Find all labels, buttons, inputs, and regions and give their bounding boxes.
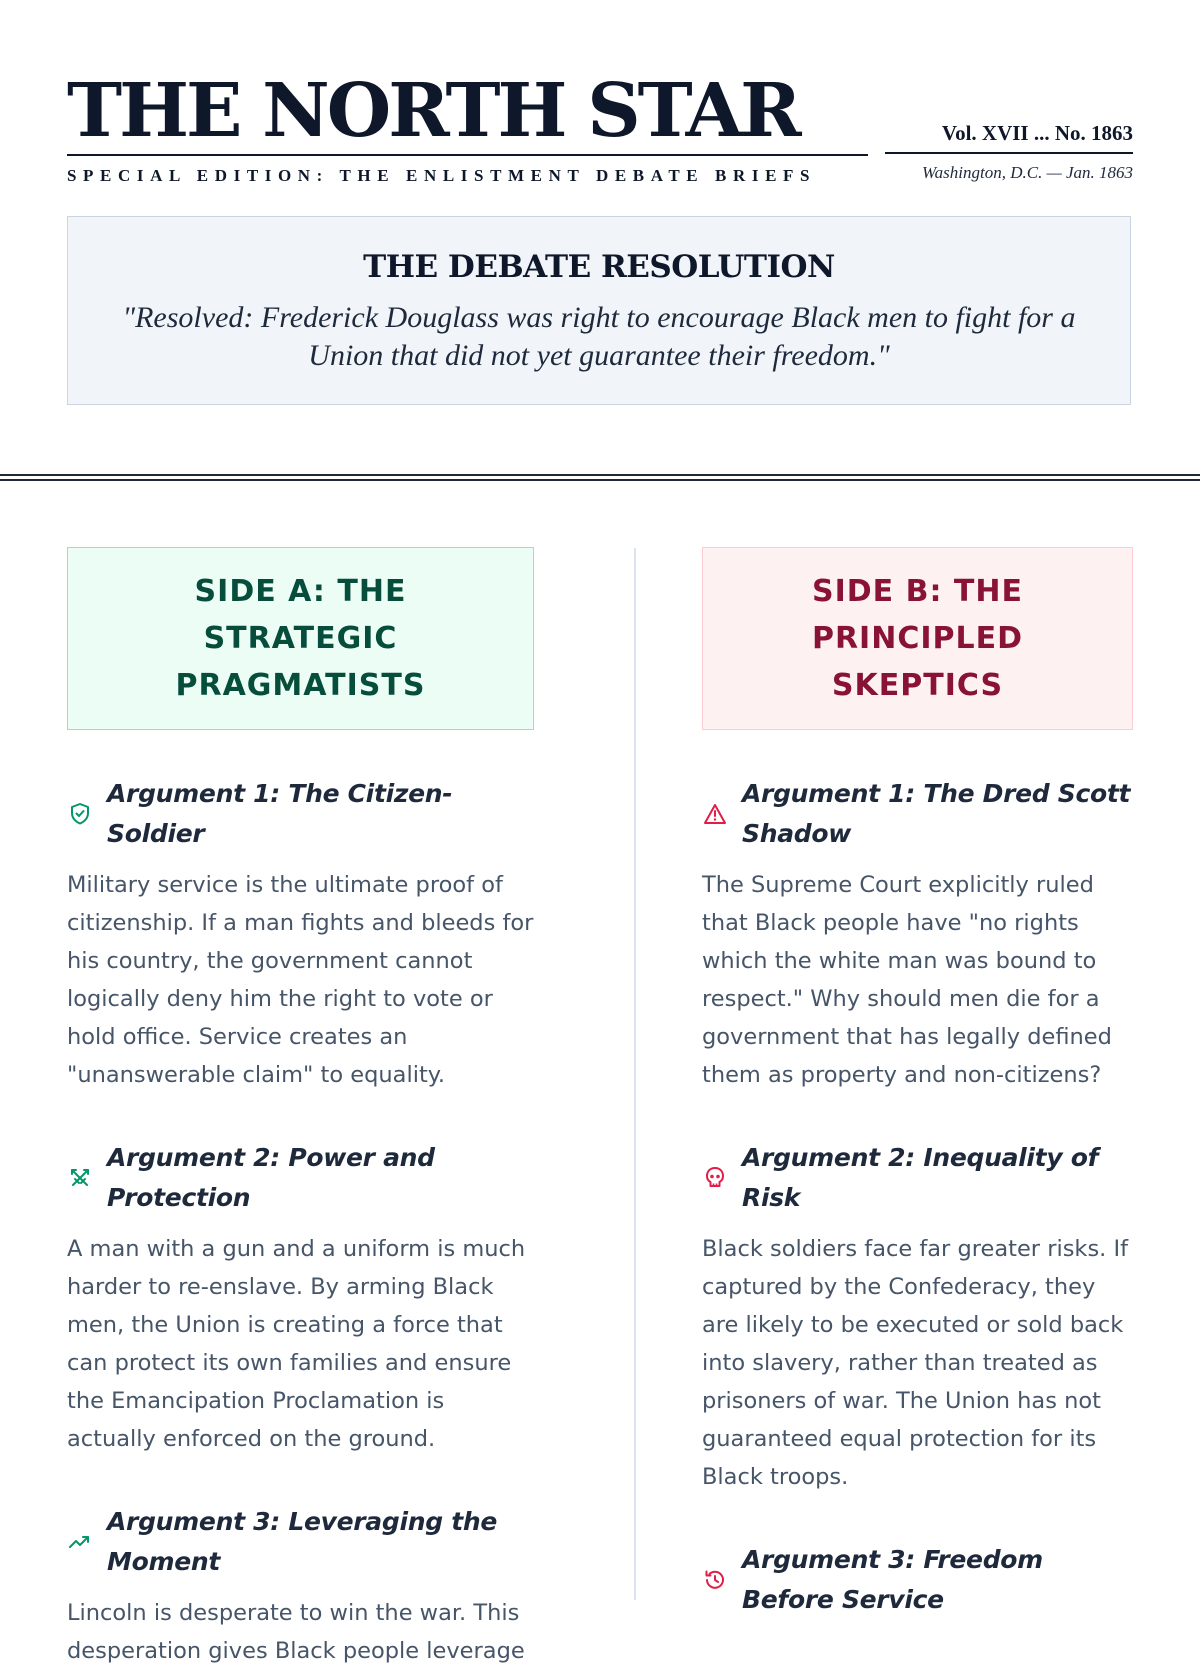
argument-title: Argument 3: Freedom Before Service — [742, 1545, 1043, 1614]
dateline: Washington, D.C. — Jan. 1863 — [922, 163, 1133, 182]
side-b-argument-3 — [702, 1540, 1133, 1620]
skull-icon — [702, 1165, 728, 1191]
resolution-heading: THE DEBATE RESOLUTION — [363, 249, 835, 285]
argument-title: Argument 3: Leveraging the Moment — [107, 1507, 498, 1576]
volume-number: Vol. XVII ... No. 1863 — [885, 121, 1133, 154]
masthead — [67, 68, 1133, 198]
argument-title: Argument 2: Inequality of Risk — [742, 1143, 1099, 1212]
edition-subtitle: SPECIAL EDITION: THE ENLISTMENT DEBATE BRIEFS — [67, 166, 817, 185]
issue-meta — [885, 121, 1133, 183]
trending-up-icon — [67, 1529, 93, 1555]
double-rule-bottom — [0, 479, 1200, 481]
argument-body: Black soldiers face far greater risks. If captured by the Confederacy, they are likely to be executed or sold back into slavery, rather than treated as prisoners of war. The Union has not guaranteed equal protection for its Black troops. — [702, 1236, 1129, 1490]
side-b-column — [702, 547, 1133, 1632]
argument-title: Argument 2: Power and Protection — [107, 1143, 435, 1212]
side-b-heading-box — [702, 547, 1133, 730]
side-b-heading: SIDE B: THE PRINCIPLED SKEPTICS — [811, 574, 1024, 703]
column-divider — [634, 548, 636, 1600]
side-a-column — [67, 547, 534, 1670]
side-a-argument-3 — [67, 1502, 534, 1670]
argument-title: Argument 1: The Citizen-Soldier — [107, 779, 453, 848]
history-clock-icon — [702, 1567, 728, 1593]
side-a-heading-box — [67, 547, 534, 730]
side-b-argument-1 — [702, 774, 1133, 1094]
double-rule-top — [0, 474, 1200, 476]
newspaper-title: THE NORTH STAR — [67, 68, 868, 156]
shield-check-icon — [67, 801, 93, 827]
resolution-text: "Resolved: Frederick Douglass was right to encourage Black men to fight for a Union that did not yet guarantee their freedom." — [122, 301, 1076, 372]
side-a-argument-1 — [67, 774, 534, 1094]
side-a-argument-2 — [67, 1138, 534, 1458]
argument-body: The Supreme Court explicitly ruled that Black people have "no rights which the white man was bound to respect." Why should men die for a government that has legally defined them as property and non-citizens? — [702, 872, 1112, 1088]
side-b-argument-2 — [702, 1138, 1133, 1496]
crossed-swords-icon — [67, 1165, 93, 1191]
argument-title: Argument 1: The Dred Scott Shadow — [742, 779, 1131, 848]
argument-body: Lincoln is desperate to win the war. This desperation gives Black people leverage — [67, 1600, 525, 1664]
debate-resolution-box — [67, 216, 1131, 405]
warning-triangle-icon — [702, 801, 728, 827]
argument-body: Military service is the ultimate proof of citizenship. If a man fights and bleeds for his country, the government cannot logically deny him the right to vote or hold office. Service creates an "unanswerable claim" to equality. — [67, 872, 534, 1088]
argument-body: A man with a gun and a uniform is much harder to re-enslave. By arming Black men, the Union is creating a force that can protect its own families and ensure the Emancipation Proclamation is actually enforced on the ground. — [67, 1236, 526, 1452]
side-a-heading: SIDE A: THE STRATEGIC PRAGMATISTS — [175, 574, 426, 703]
title-block — [67, 68, 868, 186]
